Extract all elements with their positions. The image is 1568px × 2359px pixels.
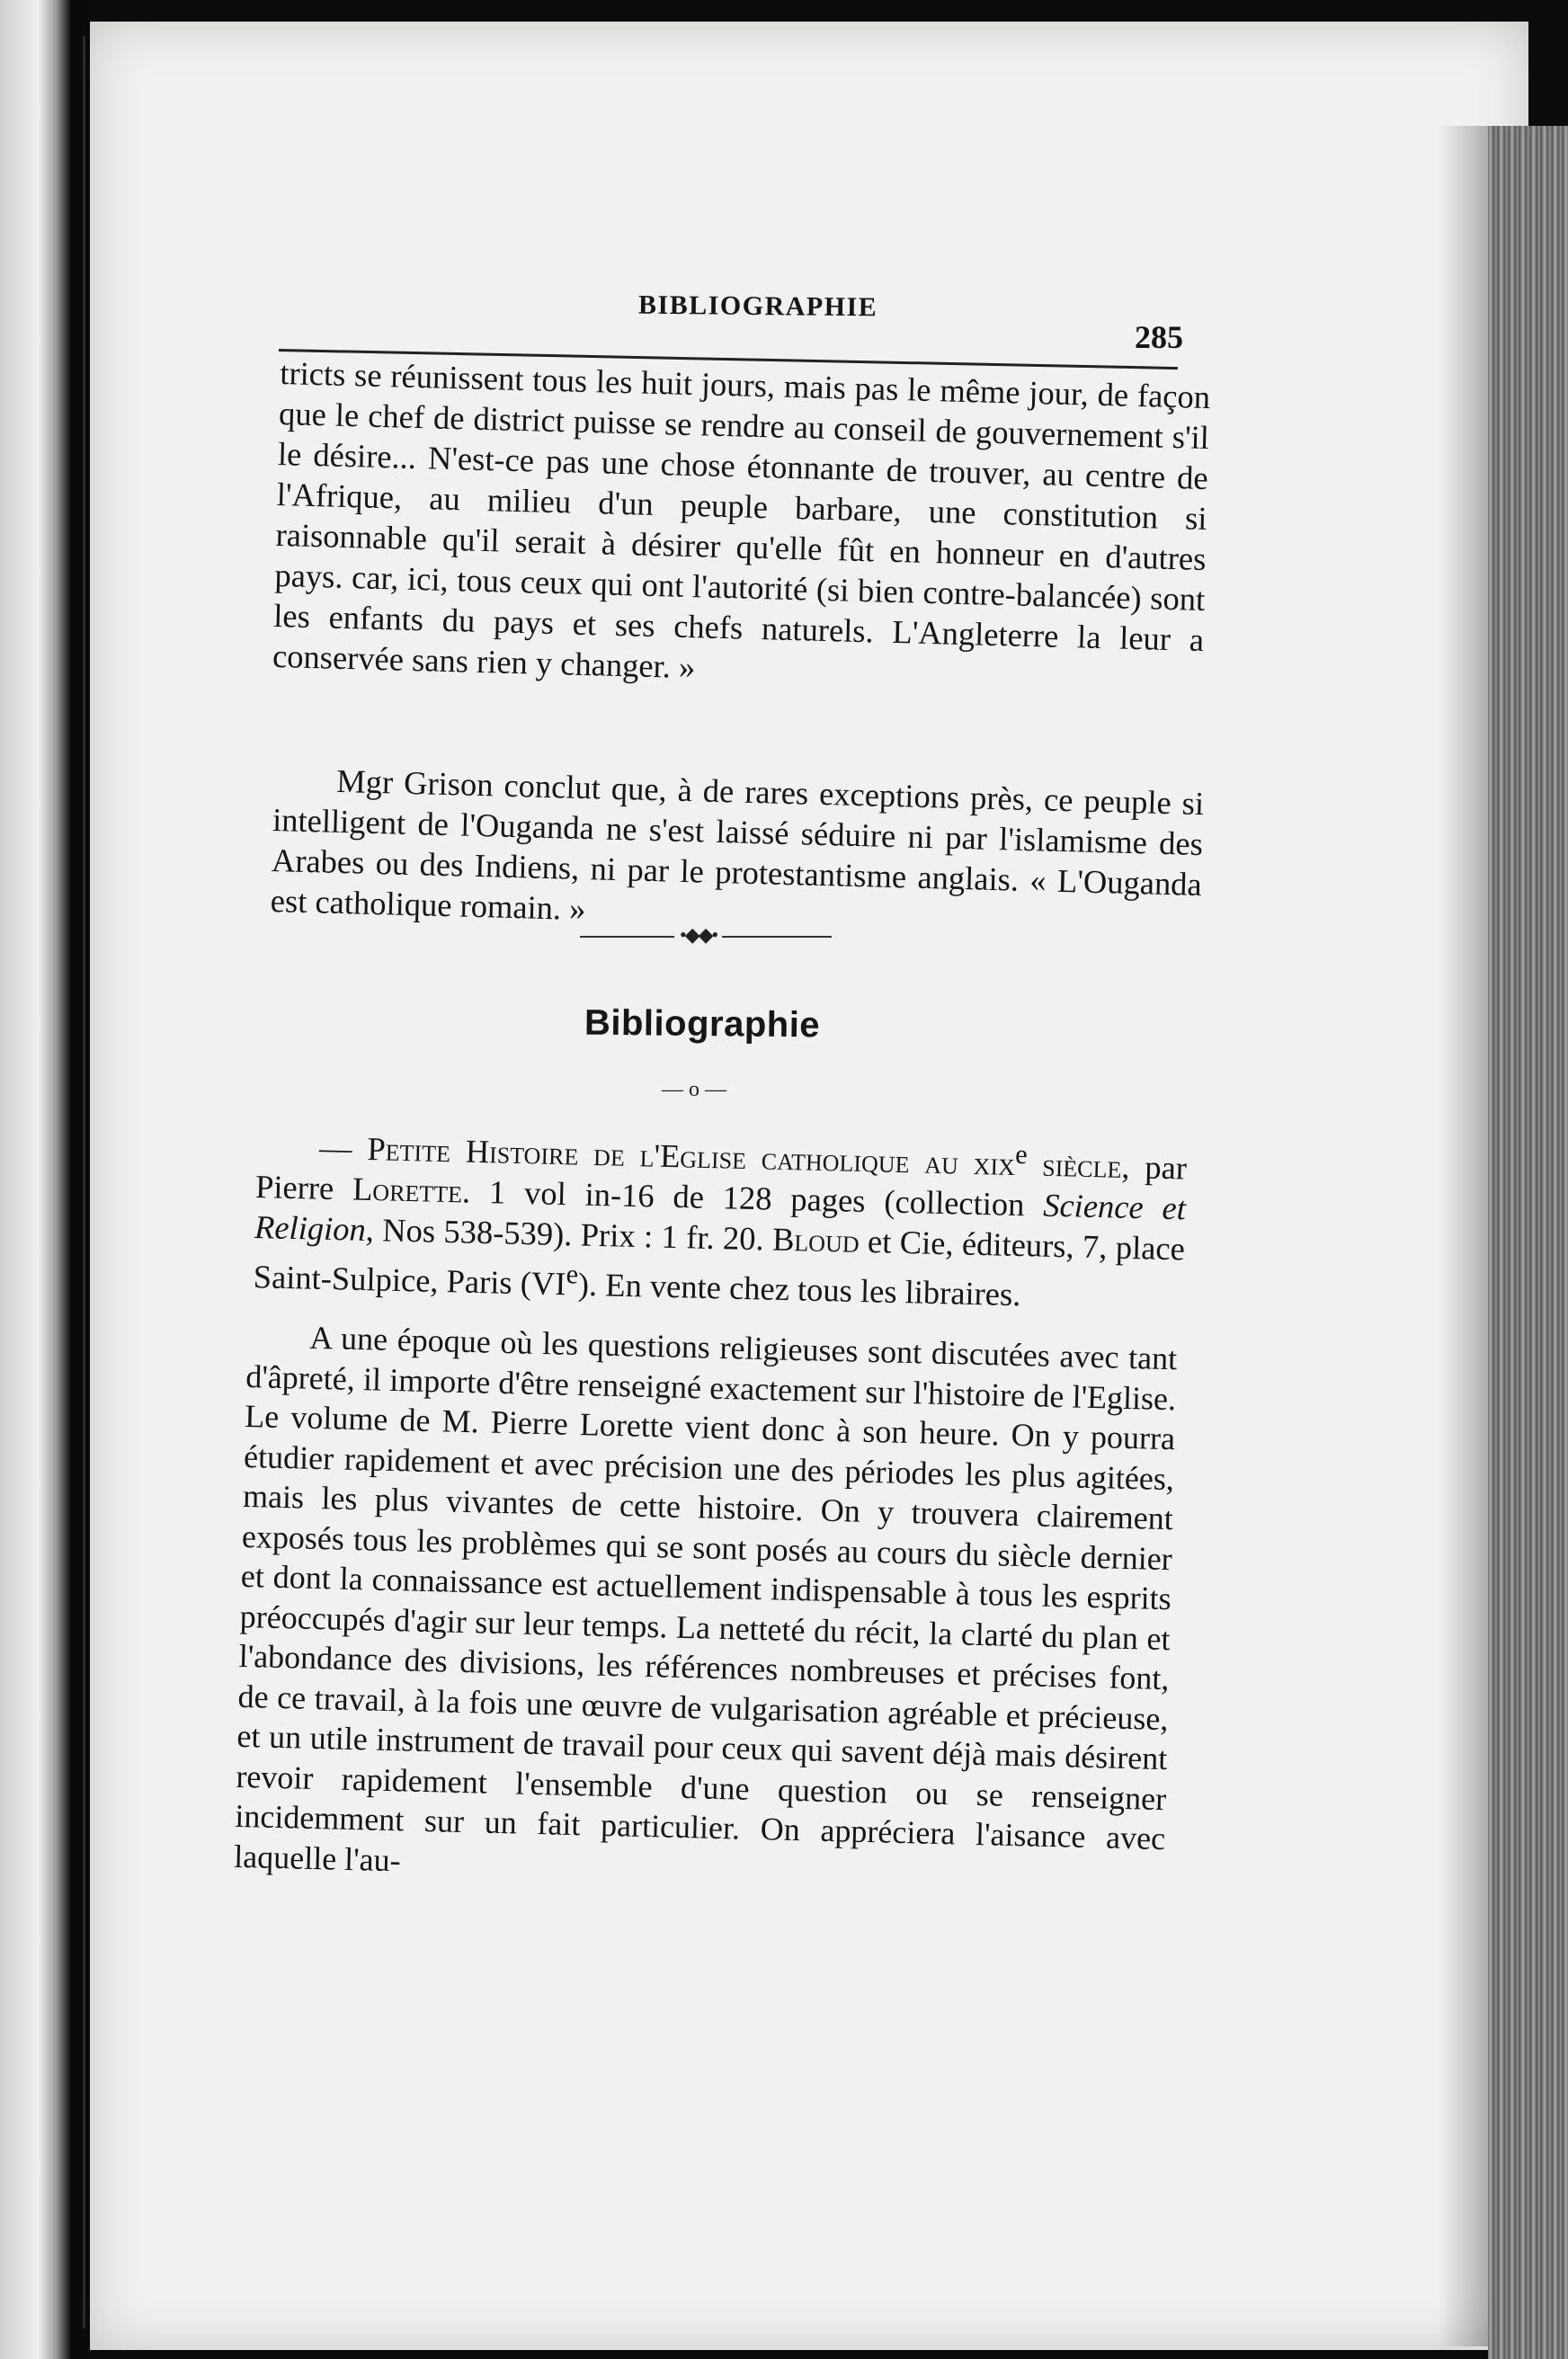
facing-page-edge xyxy=(0,0,70,2359)
review-paragraph xyxy=(234,1316,1178,1899)
collection-name: Science et Religion xyxy=(254,1186,1187,1249)
arrondissement-superscript: e xyxy=(566,1259,579,1290)
section-divider-mark: — o — xyxy=(662,1078,726,1101)
book-title-superscript: e xyxy=(1014,1138,1029,1171)
paragraph-text: A une époque où les questions religieuses sont discutées avec tant d'âpreté, il importe d'être renseigné exactement sur l'histoire de l'Eglise. Le volume de M. Pierre Lorette vient donc à son heure. On y pourra étudier rapidement et avec précision une des périodes les plus agitées, mais les plus vivantes de cette histoire. On y trouvera clairement exposés tous les problèmes qui se sont posés au cours du siècle dernier et dont la connaissance est actuellement indispensable à tous les esprits préoccupés d'agir sur leur temps. La netteté du récit, la clarté du plan et l'abondance des divisions, les références nombreuses et précises font, de ce travail, à la fois une œuvre de vulgarisation agréable et précieuse, et un utile instrument de travail pour ceux qui savent déjà mais désirent revoir rapidement l'ensemble d'une question ou se renseigner incidemment sur un fait particulier. On appréciera l'aisance avec laquelle l'au- xyxy=(233,1319,1178,1878)
paragraph-text: tricts se réunissent tous les huit jours, mais pas le même jour, de façon que le chef de district puisse se rendre au conseil de gouvernement s'il le désire... N'est-ce pas une chose étonnante de trouver, au centre de l'Afrique, au milieu d'un peuple barbare, une constitution si raisonnable qu'il serait à désirer qu'elle fût en honneur en d'autres pays. car, ici, tous ceux qui ont l'autorité (si bien contre-balancée) sont les enfants du pays et ses chefs naturels. L'Angleterre la leur a conservée sans rien y changer. » xyxy=(272,353,1211,686)
continued-paragraph xyxy=(272,352,1211,700)
entry-text xyxy=(253,1117,1187,1319)
entry-details: , Nos 538-539). Prix : 1 fr. 20. xyxy=(365,1211,773,1258)
paragraph-text: Mgr Grison conclut que, à de rares exceptions près, ce peuple si intelligent de l'Ouganda ne s'est laissé séduire ni par l'islamisme des Arabes ou des Indiens, ni par le protestantisme anglais. « L'Ouganda est catholique romain. » xyxy=(270,761,1205,928)
entry-details: . 1 vol in-16 de 128 pages (collection xyxy=(461,1172,1044,1224)
page-content xyxy=(90,22,1528,2350)
closing-paragraph xyxy=(270,759,1204,945)
author-name: Lorette xyxy=(352,1170,463,1210)
book-title: Petite Histoire de l'Eglise catholique au xix xyxy=(367,1130,1016,1183)
section-title: Bibliographie xyxy=(584,1002,821,1046)
entry-details: ). En vente chez tous les libraires. xyxy=(577,1265,1021,1313)
publisher-name: Bloud xyxy=(771,1220,860,1260)
running-title: BIBLIOGRAPHIE xyxy=(637,289,878,323)
stacked-page-edges xyxy=(1488,126,1568,2359)
entry-details: et Cie, éditeurs, 7, place Saint-Sulpice, Paris (VI xyxy=(253,1222,1186,1303)
binding-line xyxy=(83,36,85,2328)
book-page xyxy=(90,22,1528,2350)
bibliography-entry xyxy=(253,1117,1187,1319)
book-title-end: siècle xyxy=(1026,1145,1122,1185)
entry-dash: — xyxy=(318,1128,369,1168)
ornament-divider: •◆◆• xyxy=(674,923,722,947)
page-number: 285 xyxy=(1135,319,1183,355)
entry-by: , par Pierre xyxy=(254,1147,1188,1207)
